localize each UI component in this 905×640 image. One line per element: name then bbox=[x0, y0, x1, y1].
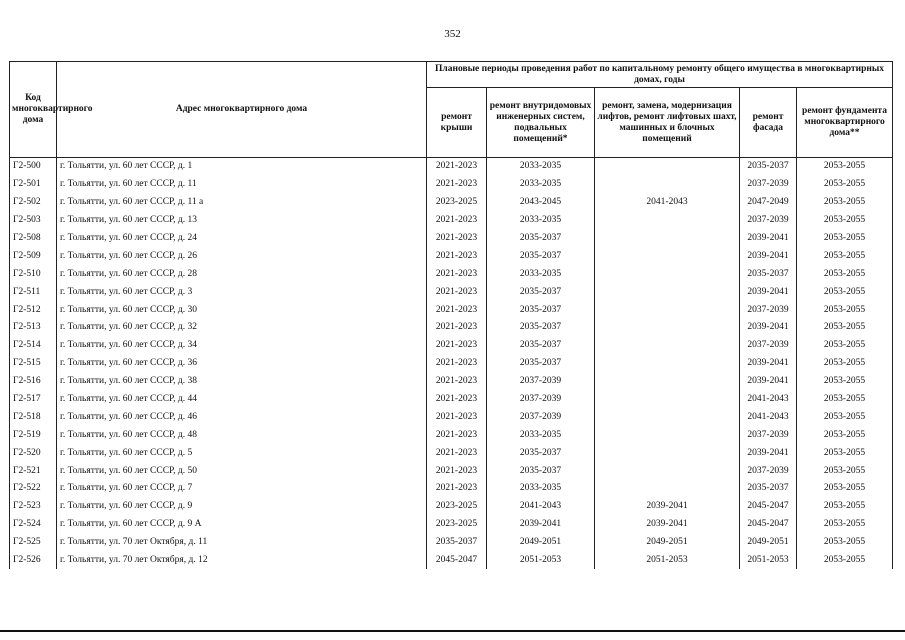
cell-roof: 2021-2023 bbox=[427, 373, 487, 391]
cell-elevators bbox=[595, 212, 740, 230]
table-row bbox=[10, 552, 893, 570]
cell-engineering: 2049-2051 bbox=[487, 534, 595, 552]
cell-foundation: 2053-2055 bbox=[797, 230, 893, 248]
cell-roof: 2021-2023 bbox=[427, 283, 487, 301]
cell-facade: 2039-2041 bbox=[740, 373, 797, 391]
cell-code: Г2-501 bbox=[10, 176, 57, 194]
cell-facade: 2045-2047 bbox=[740, 516, 797, 534]
cell-engineering: 2033-2035 bbox=[487, 176, 595, 194]
cell-facade: 2039-2041 bbox=[740, 319, 797, 337]
cell-engineering: 2033-2035 bbox=[487, 158, 595, 176]
cell-address: г. Тольятти, ул. 60 лет СССР, д. 44 bbox=[57, 391, 427, 409]
cell-code: Г2-509 bbox=[10, 247, 57, 265]
cell-engineering: 2041-2043 bbox=[487, 498, 595, 516]
header-engineering: ремонт внутридомовых инженерных систем, подвальных помещений* bbox=[487, 88, 595, 158]
table-row bbox=[10, 408, 893, 426]
cell-facade: 2035-2037 bbox=[740, 158, 797, 176]
table-row bbox=[10, 480, 893, 498]
cell-foundation: 2053-2055 bbox=[797, 391, 893, 409]
cell-roof: 2021-2023 bbox=[427, 391, 487, 409]
cell-code: Г2-511 bbox=[10, 283, 57, 301]
cell-address: г. Тольятти, ул. 60 лет СССР, д. 9 А bbox=[57, 516, 427, 534]
cell-facade: 2039-2041 bbox=[740, 247, 797, 265]
cell-roof: 2021-2023 bbox=[427, 176, 487, 194]
cell-roof: 2021-2023 bbox=[427, 480, 487, 498]
cell-facade: 2039-2041 bbox=[740, 283, 797, 301]
cell-foundation: 2053-2055 bbox=[797, 337, 893, 355]
cell-foundation: 2053-2055 bbox=[797, 426, 893, 444]
cell-elevators bbox=[595, 247, 740, 265]
cell-address: г. Тольятти, ул. 60 лет СССР, д. 28 bbox=[57, 265, 427, 283]
cell-engineering: 2035-2037 bbox=[487, 247, 595, 265]
cell-engineering: 2039-2041 bbox=[487, 516, 595, 534]
table-row bbox=[10, 373, 893, 391]
cell-facade: 2049-2051 bbox=[740, 534, 797, 552]
cell-facade: 2041-2043 bbox=[740, 391, 797, 409]
cell-code: Г2-523 bbox=[10, 498, 57, 516]
table-row bbox=[10, 283, 893, 301]
table-row bbox=[10, 194, 893, 212]
cell-code: Г2-515 bbox=[10, 355, 57, 373]
header-foundation: ремонт фундамента многоквартирного дома** bbox=[797, 88, 893, 158]
cell-elevators bbox=[595, 176, 740, 194]
cell-facade: 2039-2041 bbox=[740, 355, 797, 373]
cell-address: г. Тольятти, ул. 60 лет СССР, д. 26 bbox=[57, 247, 427, 265]
cell-engineering: 2035-2037 bbox=[487, 444, 595, 462]
cell-elevators bbox=[595, 480, 740, 498]
cell-elevators bbox=[595, 337, 740, 355]
cell-roof: 2023-2025 bbox=[427, 516, 487, 534]
cell-facade: 2037-2039 bbox=[740, 212, 797, 230]
cell-facade: 2037-2039 bbox=[740, 337, 797, 355]
cell-address: г. Тольятти, ул. 60 лет СССР, д. 11 bbox=[57, 176, 427, 194]
cell-engineering: 2043-2045 bbox=[487, 194, 595, 212]
cell-facade: 2037-2039 bbox=[740, 176, 797, 194]
cell-foundation: 2053-2055 bbox=[797, 283, 893, 301]
cell-code: Г2-522 bbox=[10, 480, 57, 498]
cell-facade: 2051-2053 bbox=[740, 552, 797, 570]
table-row bbox=[10, 534, 893, 552]
cell-foundation: 2053-2055 bbox=[797, 158, 893, 176]
cell-elevators bbox=[595, 158, 740, 176]
cell-address: г. Тольятти, ул. 60 лет СССР, д. 5 bbox=[57, 444, 427, 462]
cell-roof: 2021-2023 bbox=[427, 319, 487, 337]
cell-facade: 2037-2039 bbox=[740, 462, 797, 480]
cell-engineering: 2033-2035 bbox=[487, 265, 595, 283]
cell-address: г. Тольятти, ул. 60 лет СССР, д. 9 bbox=[57, 498, 427, 516]
cell-address: г. Тольятти, ул. 60 лет СССР, д. 50 bbox=[57, 462, 427, 480]
cell-address: г. Тольятти, ул. 60 лет СССР, д. 34 bbox=[57, 337, 427, 355]
cell-roof: 2035-2037 bbox=[427, 534, 487, 552]
cell-roof: 2021-2023 bbox=[427, 444, 487, 462]
table-row bbox=[10, 498, 893, 516]
cell-elevators bbox=[595, 319, 740, 337]
cell-address: г. Тольятти, ул. 60 лет СССР, д. 13 bbox=[57, 212, 427, 230]
cell-engineering: 2033-2035 bbox=[487, 212, 595, 230]
cell-code: Г2-502 bbox=[10, 194, 57, 212]
cell-foundation: 2053-2055 bbox=[797, 319, 893, 337]
cell-engineering: 2035-2037 bbox=[487, 319, 595, 337]
cell-elevators bbox=[595, 426, 740, 444]
cell-elevators: 2041-2043 bbox=[595, 194, 740, 212]
cell-engineering: 2037-2039 bbox=[487, 391, 595, 409]
page-number: 352 bbox=[444, 28, 461, 40]
cell-address: г. Тольятти, ул. 60 лет СССР, д. 38 bbox=[57, 373, 427, 391]
cell-engineering: 2035-2037 bbox=[487, 230, 595, 248]
cell-facade: 2037-2039 bbox=[740, 301, 797, 319]
cell-foundation: 2053-2055 bbox=[797, 408, 893, 426]
cell-foundation: 2053-2055 bbox=[797, 480, 893, 498]
cell-roof: 2021-2023 bbox=[427, 158, 487, 176]
cell-foundation: 2053-2055 bbox=[797, 498, 893, 516]
table-header bbox=[10, 62, 893, 158]
cell-roof: 2021-2023 bbox=[427, 426, 487, 444]
cell-elevators: 2051-2053 bbox=[595, 552, 740, 570]
header-facade: ремонт фасада bbox=[740, 88, 797, 158]
cell-elevators bbox=[595, 444, 740, 462]
cell-facade: 2035-2037 bbox=[740, 265, 797, 283]
cell-code: Г2-510 bbox=[10, 265, 57, 283]
cell-roof: 2023-2025 bbox=[427, 498, 487, 516]
cell-roof: 2021-2023 bbox=[427, 212, 487, 230]
cell-foundation: 2053-2055 bbox=[797, 444, 893, 462]
cell-code: Г2-516 bbox=[10, 373, 57, 391]
cell-elevators bbox=[595, 265, 740, 283]
cell-elevators bbox=[595, 301, 740, 319]
header-roof: ремонт крыши bbox=[427, 88, 487, 158]
cell-engineering: 2037-2039 bbox=[487, 408, 595, 426]
cell-code: Г2-512 bbox=[10, 301, 57, 319]
cell-code: Г2-500 bbox=[10, 158, 57, 176]
table-row bbox=[10, 230, 893, 248]
table-row bbox=[10, 158, 893, 176]
table-row bbox=[10, 301, 893, 319]
cell-foundation: 2053-2055 bbox=[797, 355, 893, 373]
cell-address: г. Тольятти, ул. 60 лет СССР, д. 1 bbox=[57, 158, 427, 176]
cell-address: г. Тольятти, ул. 60 лет СССР, д. 30 bbox=[57, 301, 427, 319]
cell-engineering: 2035-2037 bbox=[487, 283, 595, 301]
cell-elevators bbox=[595, 408, 740, 426]
cell-engineering: 2033-2035 bbox=[487, 480, 595, 498]
cell-code: Г2-525 bbox=[10, 534, 57, 552]
table-body bbox=[10, 158, 893, 570]
cell-elevators bbox=[595, 355, 740, 373]
cell-address: г. Тольятти, ул. 60 лет СССР, д. 36 bbox=[57, 355, 427, 373]
cell-engineering: 2035-2037 bbox=[487, 337, 595, 355]
cell-facade: 2047-2049 bbox=[740, 194, 797, 212]
cell-foundation: 2053-2055 bbox=[797, 212, 893, 230]
cell-elevators: 2049-2051 bbox=[595, 534, 740, 552]
cell-facade: 2039-2041 bbox=[740, 444, 797, 462]
cell-facade: 2041-2043 bbox=[740, 408, 797, 426]
cell-facade: 2039-2041 bbox=[740, 230, 797, 248]
cell-address: г. Тольятти, ул. 70 лет Октября, д. 12 bbox=[57, 552, 427, 570]
table-row bbox=[10, 444, 893, 462]
table-row bbox=[10, 176, 893, 194]
cell-elevators: 2039-2041 bbox=[595, 498, 740, 516]
cell-foundation: 2053-2055 bbox=[797, 265, 893, 283]
cell-engineering: 2035-2037 bbox=[487, 355, 595, 373]
cell-foundation: 2053-2055 bbox=[797, 516, 893, 534]
cell-foundation: 2053-2055 bbox=[797, 176, 893, 194]
cell-engineering: 2035-2037 bbox=[487, 462, 595, 480]
cell-facade: 2045-2047 bbox=[740, 498, 797, 516]
cell-foundation: 2053-2055 bbox=[797, 247, 893, 265]
cell-code: Г2-514 bbox=[10, 337, 57, 355]
cell-elevators: 2039-2041 bbox=[595, 516, 740, 534]
cell-address: г. Тольятти, ул. 60 лет СССР, д. 46 bbox=[57, 408, 427, 426]
cell-code: Г2-519 bbox=[10, 426, 57, 444]
cell-elevators bbox=[595, 462, 740, 480]
cell-address: г. Тольятти, ул. 60 лет СССР, д. 48 bbox=[57, 426, 427, 444]
table-row bbox=[10, 391, 893, 409]
cell-code: Г2-517 bbox=[10, 391, 57, 409]
cell-address: г. Тольятти, ул. 60 лет СССР, д. 7 bbox=[57, 480, 427, 498]
cell-code: Г2-524 bbox=[10, 516, 57, 534]
cell-foundation: 2053-2055 bbox=[797, 301, 893, 319]
table-row bbox=[10, 212, 893, 230]
cell-foundation: 2053-2055 bbox=[797, 552, 893, 570]
table-row bbox=[10, 462, 893, 480]
cell-roof: 2023-2025 bbox=[427, 194, 487, 212]
cell-code: Г2-520 bbox=[10, 444, 57, 462]
cell-engineering: 2051-2053 bbox=[487, 552, 595, 570]
cell-code: Г2-503 bbox=[10, 212, 57, 230]
table-row bbox=[10, 426, 893, 444]
cell-engineering: 2035-2037 bbox=[487, 301, 595, 319]
table-row bbox=[10, 516, 893, 534]
cell-address: г. Тольятти, ул. 60 лет СССР, д. 3 bbox=[57, 283, 427, 301]
table-row bbox=[10, 355, 893, 373]
cell-elevators bbox=[595, 373, 740, 391]
header-elevators: ремонт, замена, модернизация лифтов, ремонт лифтовых шахт, машинных и блочных помещений bbox=[595, 88, 740, 158]
table-row bbox=[10, 319, 893, 337]
cell-roof: 2045-2047 bbox=[427, 552, 487, 570]
cell-address: г. Тольятти, ул. 60 лет СССР, д. 11 а bbox=[57, 194, 427, 212]
cell-roof: 2021-2023 bbox=[427, 337, 487, 355]
repair-schedule-table bbox=[9, 61, 893, 569]
cell-address: г. Тольятти, ул. 60 лет СССР, д. 32 bbox=[57, 319, 427, 337]
cell-code: Г2-526 bbox=[10, 552, 57, 570]
cell-foundation: 2053-2055 bbox=[797, 194, 893, 212]
cell-code: Г2-508 bbox=[10, 230, 57, 248]
cell-elevators bbox=[595, 391, 740, 409]
header-planned-periods: Плановые периоды проведения работ по капитальному ремонту общего имущества в многоквартирных домах, годы bbox=[427, 62, 893, 88]
cell-roof: 2021-2023 bbox=[427, 355, 487, 373]
cell-engineering: 2033-2035 bbox=[487, 426, 595, 444]
cell-roof: 2021-2023 bbox=[427, 247, 487, 265]
cell-address: г. Тольятти, ул. 60 лет СССР, д. 24 bbox=[57, 230, 427, 248]
bottom-rule bbox=[0, 630, 905, 632]
cell-foundation: 2053-2055 bbox=[797, 462, 893, 480]
cell-elevators bbox=[595, 283, 740, 301]
cell-roof: 2021-2023 bbox=[427, 265, 487, 283]
table-row bbox=[10, 337, 893, 355]
cell-engineering: 2037-2039 bbox=[487, 373, 595, 391]
cell-code: Г2-513 bbox=[10, 319, 57, 337]
cell-code: Г2-518 bbox=[10, 408, 57, 426]
cell-foundation: 2053-2055 bbox=[797, 534, 893, 552]
cell-roof: 2021-2023 bbox=[427, 230, 487, 248]
header-code: Код многоквартирного дома bbox=[10, 62, 57, 158]
header-address: Адрес многоквартирного дома bbox=[57, 62, 427, 158]
cell-foundation: 2053-2055 bbox=[797, 373, 893, 391]
cell-roof: 2021-2023 bbox=[427, 301, 487, 319]
cell-code: Г2-521 bbox=[10, 462, 57, 480]
cell-roof: 2021-2023 bbox=[427, 462, 487, 480]
cell-address: г. Тольятти, ул. 70 лет Октября, д. 11 bbox=[57, 534, 427, 552]
cell-roof: 2021-2023 bbox=[427, 408, 487, 426]
cell-elevators bbox=[595, 230, 740, 248]
table-row bbox=[10, 247, 893, 265]
table-row bbox=[10, 265, 893, 283]
cell-facade: 2037-2039 bbox=[740, 426, 797, 444]
cell-facade: 2035-2037 bbox=[740, 480, 797, 498]
